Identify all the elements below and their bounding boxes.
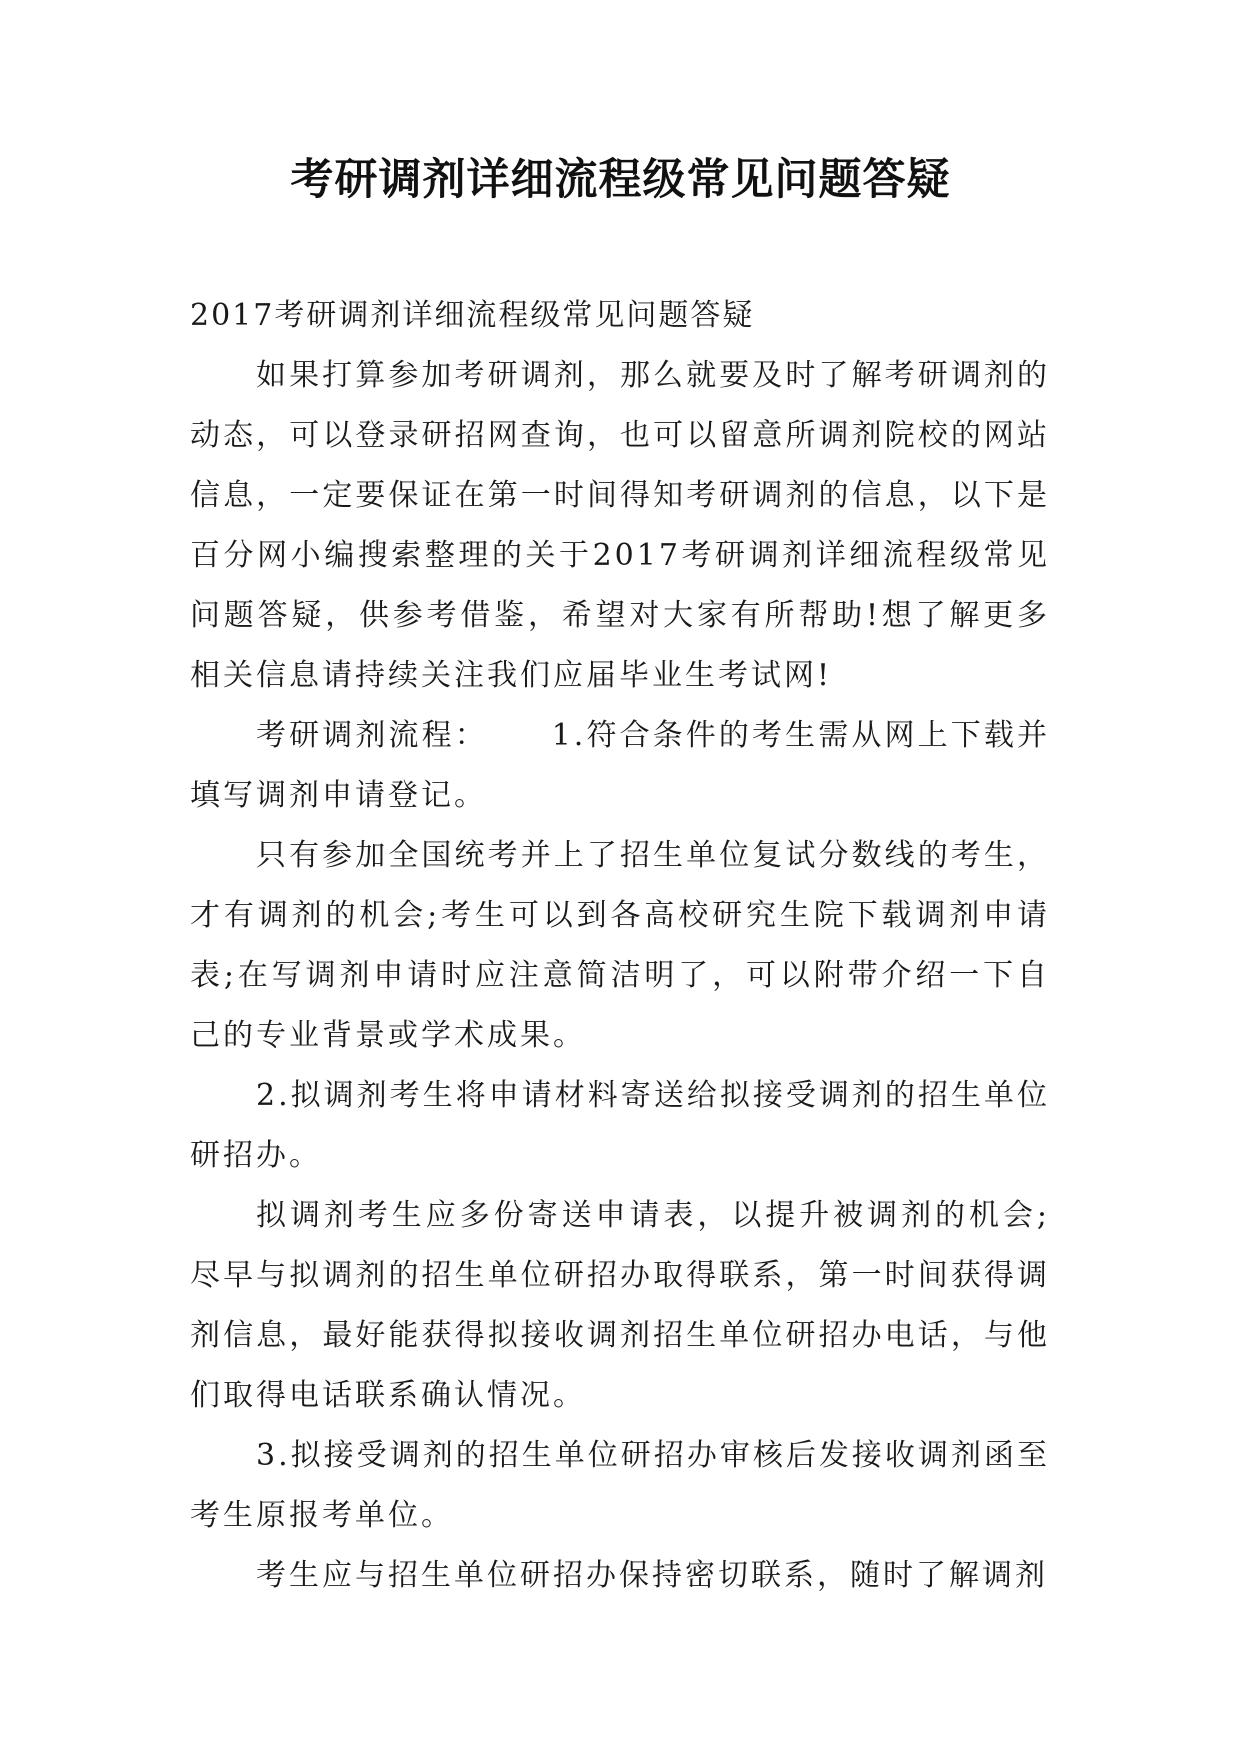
paragraph-step-3-detail: 考生应与招生单位研招办保持密切联系，随时了解调剂 — [256, 1558, 1048, 1593]
paragraph-step-1: 考研调剂流程： 1.符合条件的考生需从网上下载并填写调剂申请登记。 — [190, 718, 1050, 813]
paragraph-intro: 如果打算参加考研调剂，那么就要及时了解考研调剂的动态，可以登录研招网查询，也可以留意所调剂院校的网站信息，一定要保证在第一时间得知考研调剂的信息，以下是百分网小编搜索整理的关于2017考研调剂详细流程级常见问题答疑，供参考借鉴，希望对大家有所帮助!想了解更多相关信息请持续关注我们应届毕业生考试网! — [190, 358, 1050, 693]
paragraph-step-3: 3.拟接受调剂的招生单位研招办审核后发接收调剂函至考生原报考单位。 — [190, 1438, 1050, 1533]
document-title: 考研调剂详细流程级常见问题答疑 — [290, 155, 951, 205]
paragraph-step-1-detail: 只有参加全国统考并上了招生单位复试分数线的考生，才有调剂的机会;考生可以到各高校研究生院下载调剂申请表;在写调剂申请时应注意简洁明了，可以附带介绍一下自己的专业背景或学术成果。 — [190, 838, 1050, 1053]
document-subtitle: 2017考研调剂详细流程级常见问题答疑 — [190, 298, 755, 333]
paragraph-step-2-detail: 拟调剂考生应多份寄送申请表，以提升被调剂的机会;尽早与拟调剂的招生单位研招办取得联系，第一时间获得调剂信息，最好能获得拟接收调剂招生单位研招办电话，与他们取得电话联系确认情况。 — [190, 1198, 1050, 1413]
paragraph-step-2: 2.拟调剂考生将申请材料寄送给拟接受调剂的招生单位研招办。 — [190, 1078, 1050, 1173]
document-body — [190, 286, 1050, 1606]
